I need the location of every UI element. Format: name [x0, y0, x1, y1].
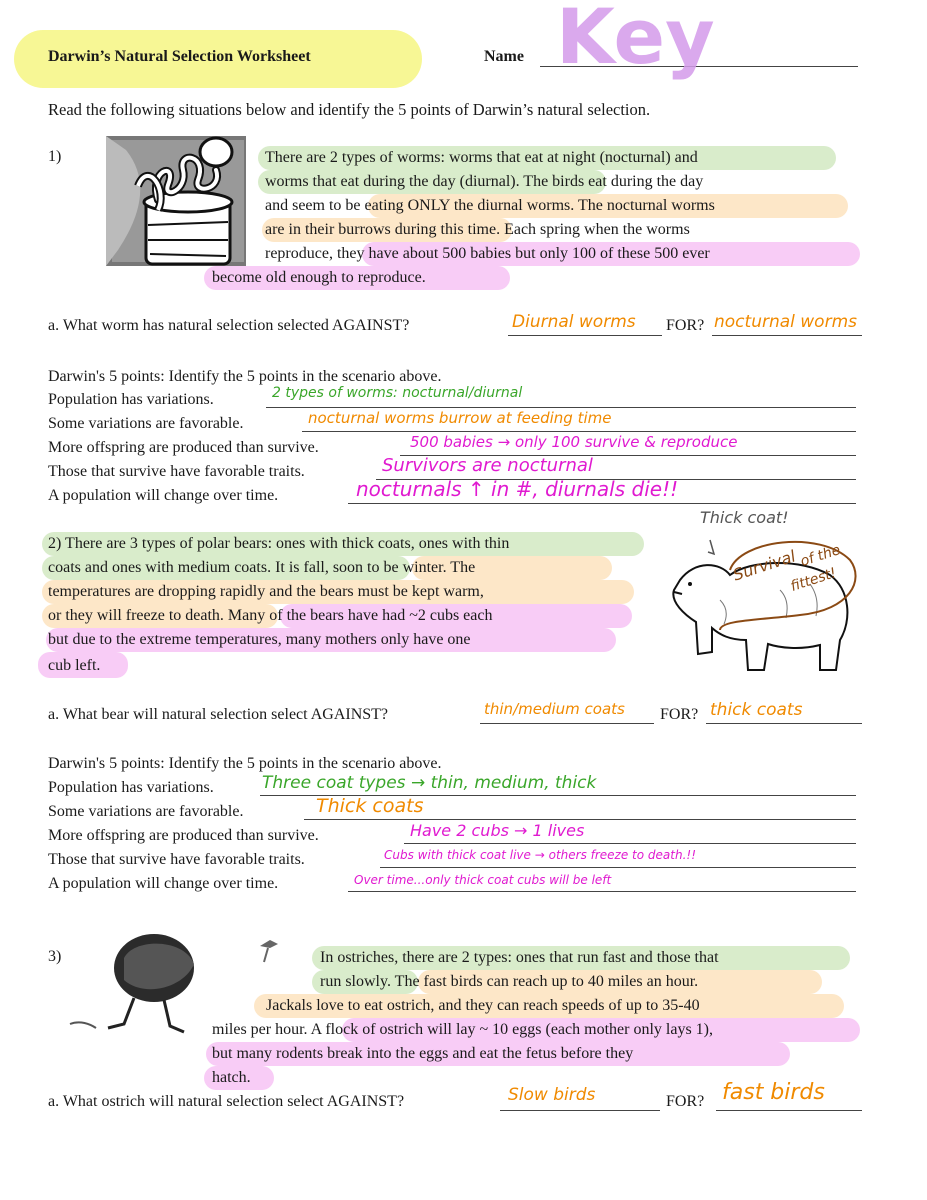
section1-point-1-label: Population has variations.: [48, 391, 214, 408]
section3-for-answer: fast birds: [722, 1080, 825, 1105]
section3-number: 3): [48, 948, 62, 965]
section2-point-4-label: Those that survive have favorable traits.: [48, 851, 305, 868]
section1-line-5: reproduce, they have about 500 babies but only 100 of these 500 ever: [265, 245, 710, 262]
section2-line-1: 2) There are 3 types of polar bears: ones with thick coats, ones with thin: [48, 535, 510, 552]
section2-line-4: or they will freeze to death. Many of the bears have had ~2 cubs each: [48, 607, 493, 624]
section2-point-3-answer: Have 2 cubs → 1 lives: [410, 821, 585, 840]
section2-point-5-answer: Over time...only thick coat cubs will be left: [354, 873, 612, 887]
section1-line-6: become old enough to reproduce.: [212, 269, 426, 286]
section2-point-4-answer: Cubs with thick coat live → others freeze to death.!!: [384, 848, 697, 862]
section2-against-answer: thin/medium coats: [484, 700, 625, 718]
section2-point-1-answer: Three coat types → thin, medium, thick: [262, 773, 597, 793]
section2-points-heading: Darwin's 5 points: Identify the 5 points in the scenario above.: [48, 755, 442, 772]
section1-line-4: are in their burrows during this time. Each spring when the worms: [265, 221, 690, 238]
section1-points-heading: Darwin's 5 points: Identify the 5 points in the scenario above.: [48, 368, 442, 385]
section2-line-5: but due to the extreme temperatures, many mothers only have one: [48, 631, 471, 648]
section3-for-label: FOR?: [666, 1093, 705, 1110]
section3-question: a. What ostrich will natural selection select AGAINST?: [48, 1093, 405, 1110]
section1-number: 1): [48, 148, 62, 165]
section2-line-3: temperatures are dropping rapidly and the bears must be kept warm,: [48, 583, 484, 600]
name-label: Name: [484, 48, 524, 65]
survival-circle-annotation: [700, 520, 870, 640]
section1-point-5-label: A population will change over time.: [48, 487, 279, 504]
section2-point-2-answer: Thick coats: [316, 795, 424, 817]
section1-for-answer: nocturnal worms: [714, 312, 857, 332]
section1-line-3: and seem to be eating ONLY the diurnal worms. The nocturnal worms: [265, 197, 715, 214]
section1-against-answer: Diurnal worms: [512, 312, 636, 332]
section1-point-4-answer: Survivors are nocturnal: [382, 455, 593, 476]
section3-against-answer: Slow birds: [508, 1085, 596, 1105]
section1-point-1-answer: 2 types of worms: nocturnal/diurnal: [272, 385, 523, 401]
section3-line-3: Jackals love to eat ostrich, and they can reach speeds of up to 35-40: [266, 997, 700, 1014]
section2-line-2: coats and ones with medium coats. It is fall, soon to be winter. The: [48, 559, 476, 576]
bear-annotation-survival-3: fittest!: [788, 565, 839, 595]
section1-point-5-answer: nocturnals ↑ in #, diurnals die!!: [356, 477, 679, 501]
intro-instructions: Read the following situations below and identify the 5 points of Darwin’s natural selection.: [48, 100, 651, 119]
section1-question: a. What worm has natural selection selected AGAINST?: [48, 317, 410, 334]
section2-point-3-label: More offspring are produced than survive.: [48, 827, 319, 844]
bear-annotation-survival-2: of the: [798, 542, 843, 570]
section3-line-6: hatch.: [212, 1069, 251, 1086]
section2-point-2-label: Some variations are favorable.: [48, 803, 244, 820]
section2-line-6: cub left.: [48, 657, 101, 674]
section1-point-4-label: Those that survive have favorable traits.: [48, 463, 305, 480]
section2-for-answer: thick coats: [710, 700, 803, 720]
section1-line-1: There are 2 types of worms: worms that eat at night (nocturnal) and: [265, 149, 698, 166]
section3-line-1: In ostriches, there are 2 types: ones that run fast and those that: [320, 949, 719, 966]
section2-question: a. What bear will natural selection select AGAINST?: [48, 706, 389, 723]
bear-annotation-thick-coat: Thick coat!: [700, 508, 789, 527]
section1-line-2: worms that eat during the day (diurnal). The birds eat during the day: [265, 173, 704, 190]
section1-for-label: FOR?: [666, 317, 705, 334]
section1-point-3-answer: 500 babies → only 100 survive & reproduce: [410, 433, 738, 451]
section2-point-1-label: Population has variations.: [48, 779, 214, 796]
section1-point-2-answer: nocturnal worms burrow at feeding time: [308, 409, 612, 427]
section2-point-5-label: A population will change over time.: [48, 875, 279, 892]
name-answer-key: Key: [556, 0, 715, 81]
section2-for-label: FOR?: [660, 706, 699, 723]
bear-annotation-survival-1: Survival: [730, 546, 798, 585]
section3-line-2: run slowly. The fast birds can reach up to 40 miles an hour.: [320, 973, 699, 990]
worm-can-icon: [98, 130, 258, 280]
section1-point-3-label: More offspring are produced than survive.: [48, 439, 319, 456]
section3-line-5: but many rodents break into the eggs and eat the fetus before they: [212, 1045, 634, 1062]
worksheet-title: Darwin’s Natural Selection Worksheet: [48, 48, 311, 65]
section1-point-2-label: Some variations are favorable.: [48, 415, 244, 432]
section3-line-4: miles per hour. A flock of ostrich will lay ~ 10 eggs (each mother only lays 1),: [212, 1021, 713, 1038]
